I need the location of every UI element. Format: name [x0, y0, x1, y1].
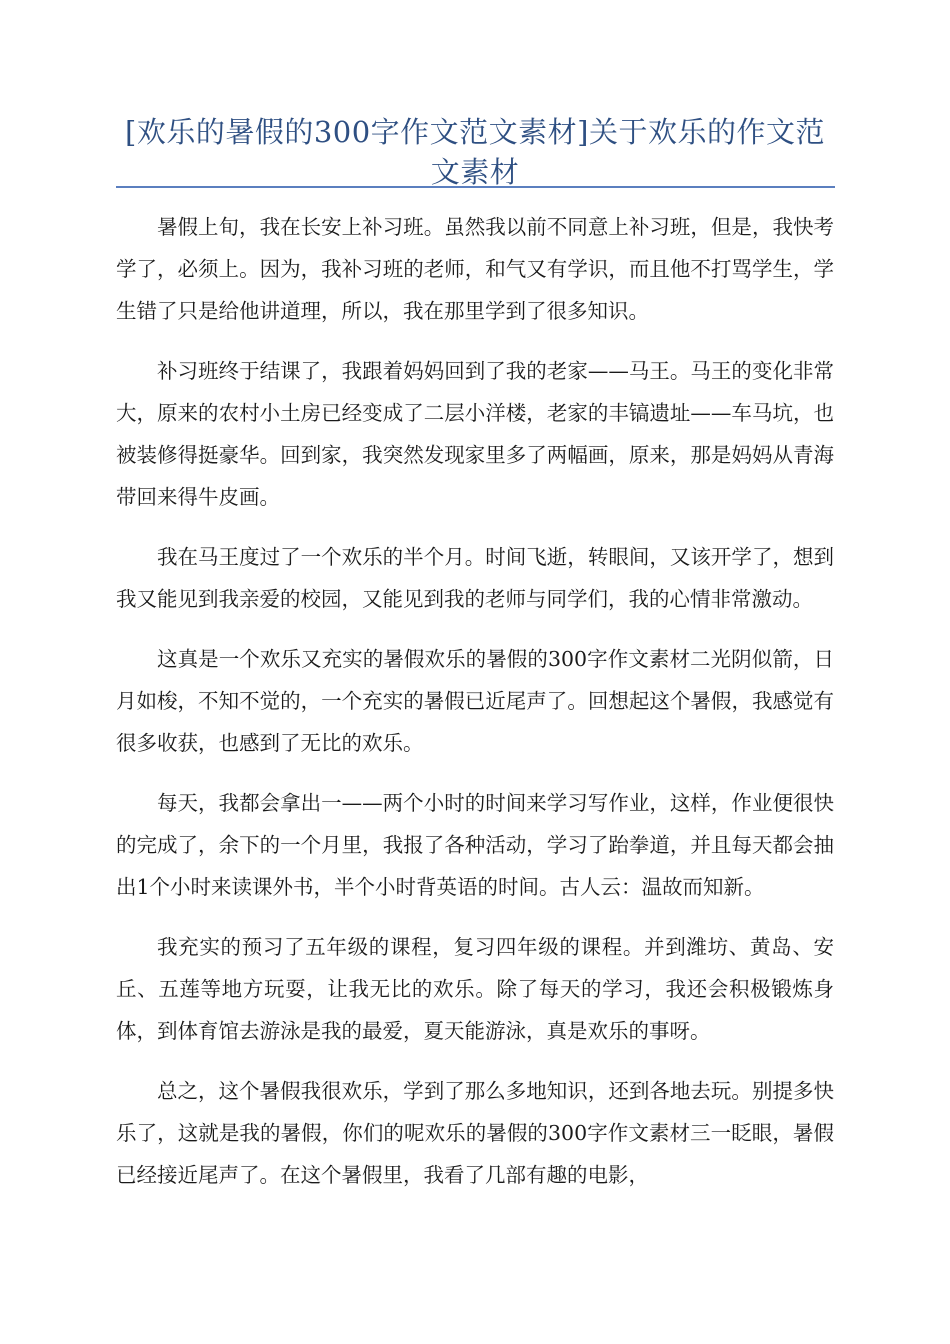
paragraph-3: 我在马王度过了一个欢乐的半个月。时间飞逝，转眼间，又该开学了，想到我又能见到我亲爱的校园，又能见到我的老师与同学们，我的心情非常激动。 [116, 545, 834, 611]
title-underline [116, 186, 835, 188]
paragraph-2: 补习班终于结课了，我跟着妈妈回到了我的老家——马王。马王的变化非常大，原来的农村小土房已经变成了二层小洋楼，老家的丰镐遗址——车马坑，也被装修得挺豪华。回到家，我突然发现家里多了两幅画，原来，那是妈妈从青海带回来得牛皮画。 [116, 359, 834, 509]
paragraph-6: 我充实的预习了五年级的课程，复习四年级的课程。并到潍坊、黄岛、安丘、五莲等地方玩耍，让我无比的欢乐。除了每天的学习，我还会积极锻炼身体，到体育馆去游泳是我的最爱，夏天能游泳，真是欢乐的事呀。 [116, 935, 834, 1043]
document-title: [欢乐的暑假的300字作文范文素材]关于欢乐的作文范文素材 [125, 115, 825, 189]
paragraph-1: 暑假上旬，我在长安上补习班。虽然我以前不同意上补习班，但是，我快考学了，必须上。因为，我补习班的老师，和气又有学识，而且他不打骂学生，学生错了只是给他讲道理，所以，我在那里学到了很多知识。 [116, 215, 834, 323]
paragraph-7: 总之，这个暑假我很欢乐，学到了那么多地知识，还到各地去玩。别提多快乐了，这就是我的暑假，你们的呢欢乐的暑假的300字作文素材三一眨眼，暑假已经接近尾声了。在这个暑假里，我看了几部有趣的电影， [116, 1079, 834, 1187]
paragraph-4: 这真是一个欢乐又充实的暑假欢乐的暑假的300字作文素材二光阴似箭，日月如梭，不知不觉的，一个充实的暑假已近尾声了。回想起这个暑假，我感觉有很多收获，也感到了无比的欢乐。 [116, 647, 834, 755]
paragraph-5: 每天，我都会拿出一——两个小时的时间来学习写作业，这样，作业便很快的完成了，余下的一个月里，我报了各种活动，学习了跆拳道，并且每天都会抽出1个小时来读课外书，半个小时背英语的时间。古人云：温故而知新。 [116, 791, 834, 899]
document-body [116, 206, 834, 1214]
